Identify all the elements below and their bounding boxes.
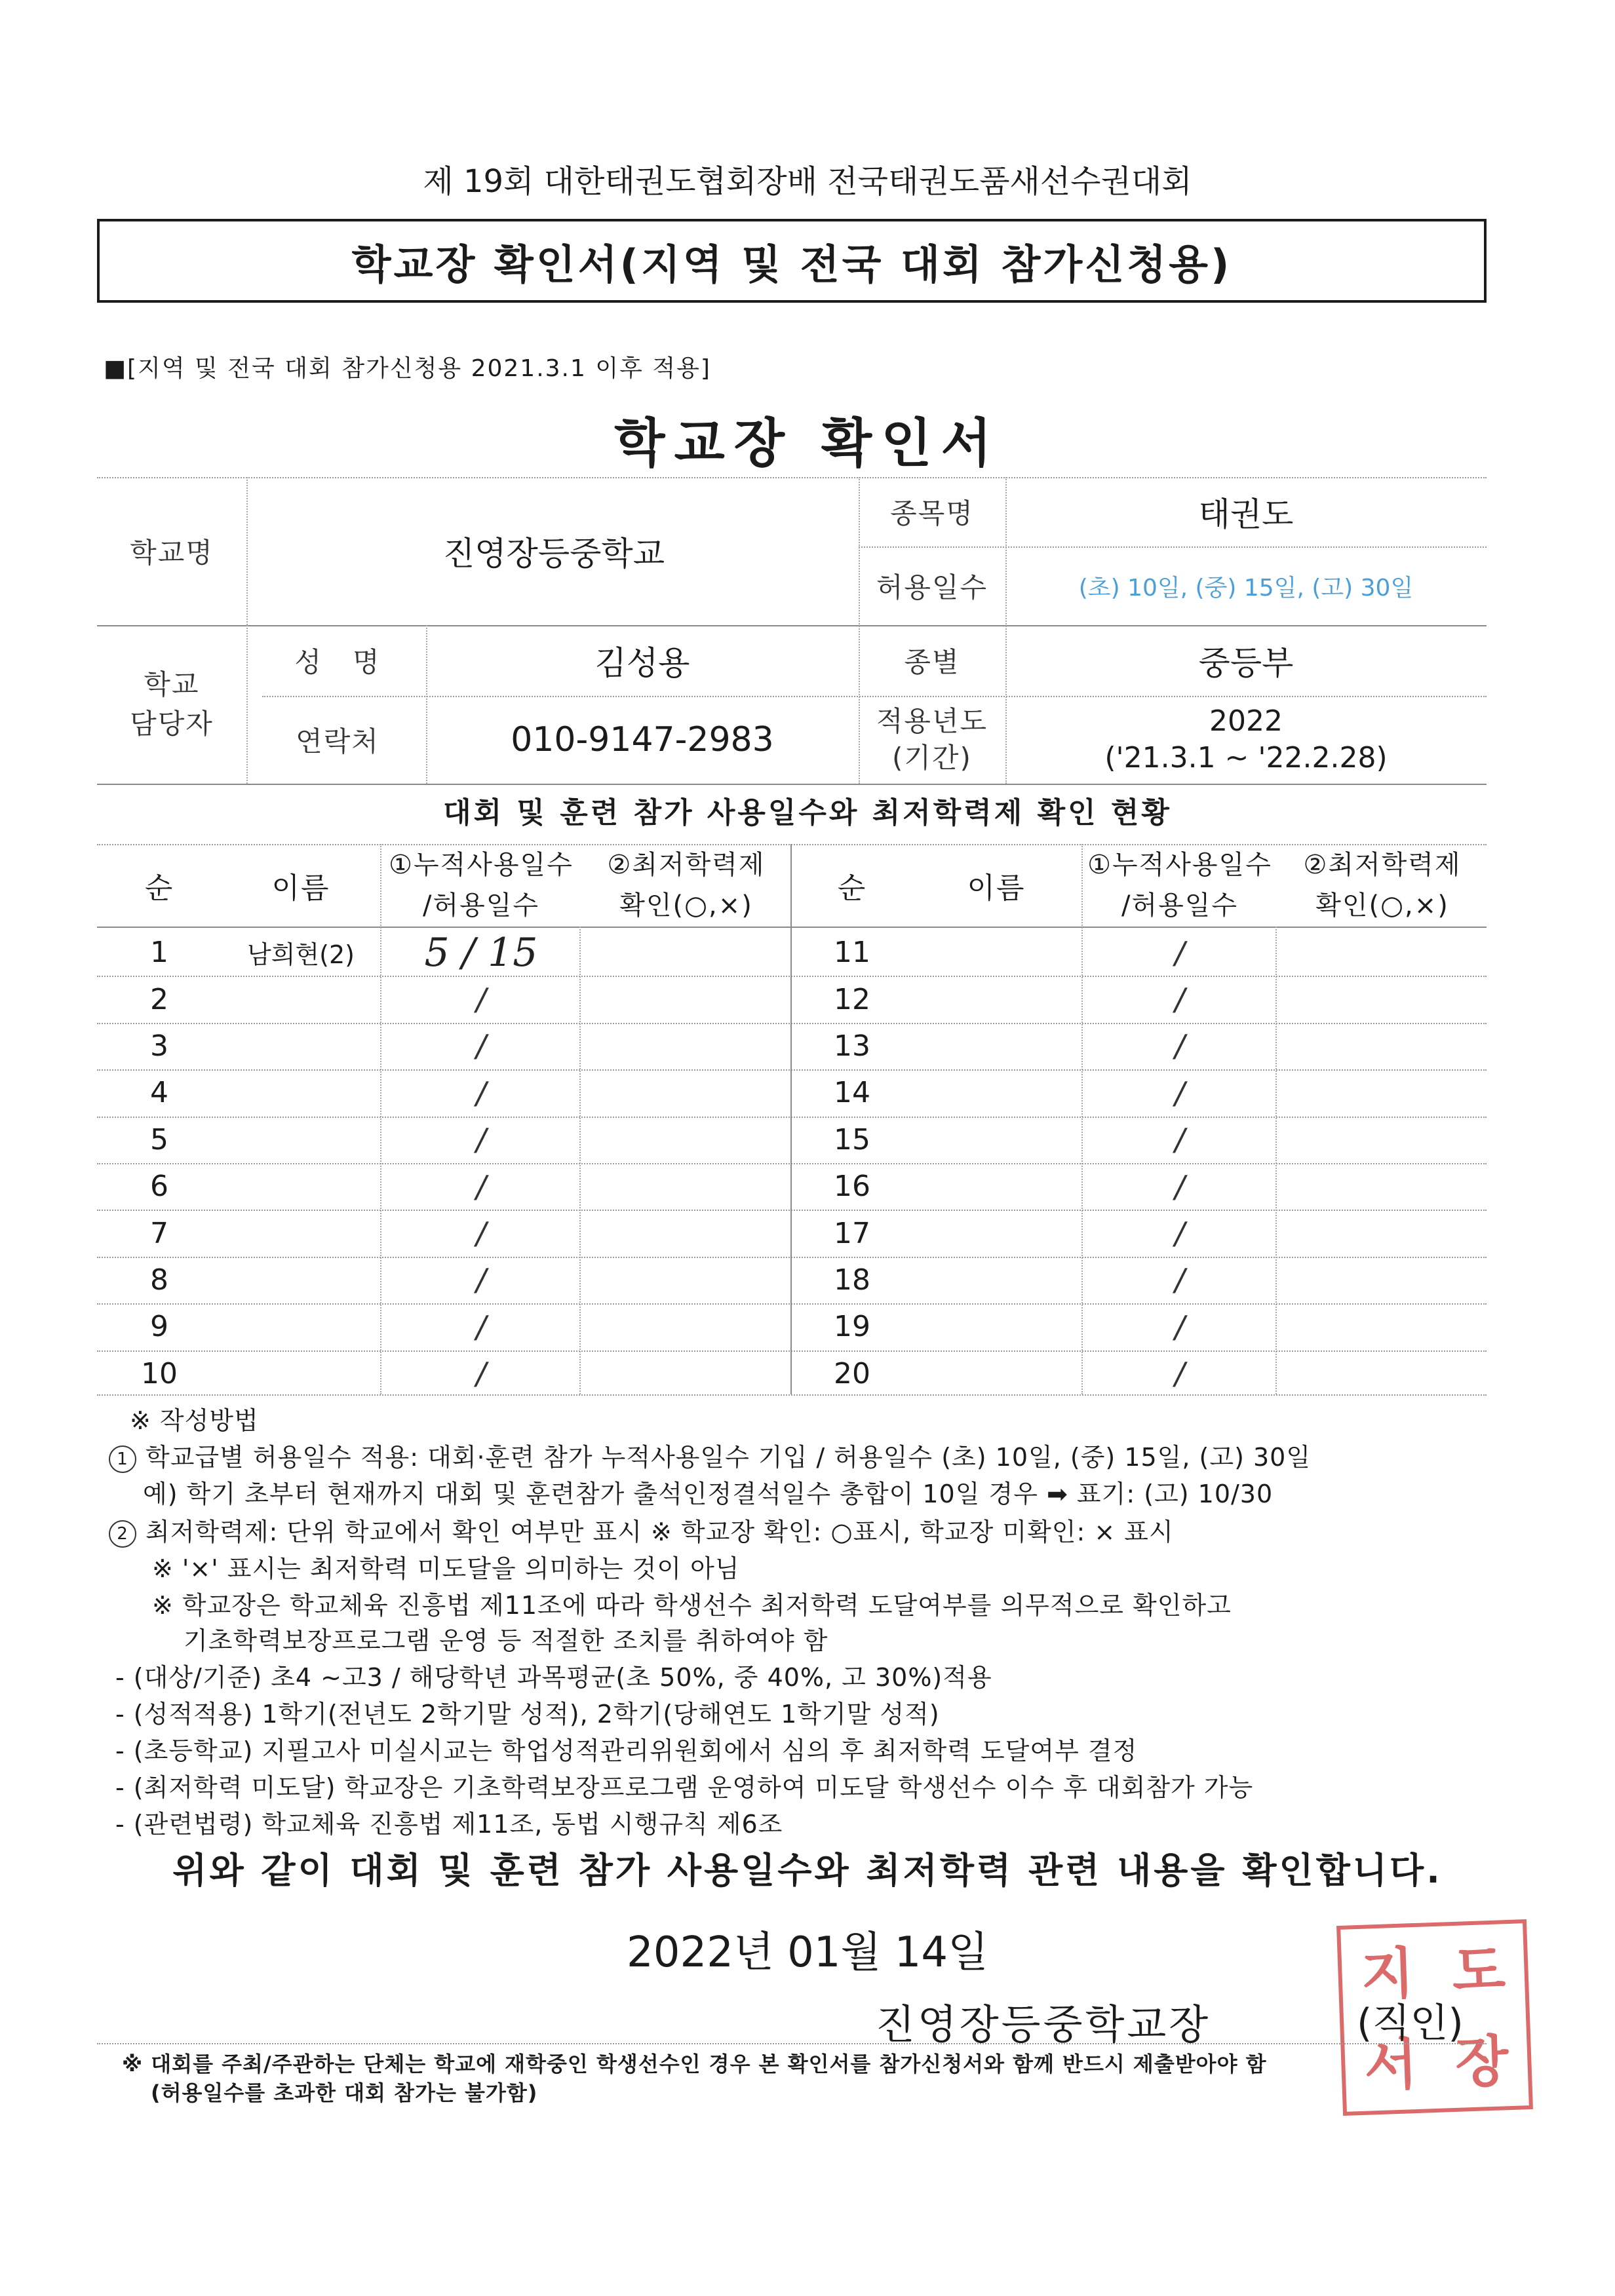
row-days-cell: /: [1175, 1309, 1185, 1345]
col-check-right: ②최저학력제 확인(○,×): [1303, 850, 1462, 921]
note-item-1-example: 예) 학기 초부터 현재까지 대회 및 훈련참가 출석인정결석일수 총합이 10일 경우 ➡ 표기: (고) 10/30: [143, 1480, 1274, 1508]
row-days-cell: /: [1175, 1356, 1185, 1392]
row-days-cell: /: [476, 1215, 486, 1252]
row-no-cell: 15: [834, 1122, 870, 1157]
school-value: 진영장등중학교: [442, 535, 665, 573]
row-days-cell: /: [476, 982, 486, 1018]
row-no-cell: 8: [150, 1263, 168, 1297]
row-check-cell: [1278, 1163, 1487, 1210]
row-name-cell: [911, 1117, 1081, 1163]
row-days-cell: /: [1175, 1215, 1185, 1252]
footer-note: [122, 2050, 1267, 2107]
footer-note-1: ※ 대회를 주최/주관하는 단체는 학교에 재학중인 학생선수인 경우 본 확인서를 참가신청서와 함께 반드시 제출받아야 함: [122, 2052, 1267, 2076]
principal-name: 진영장등중학교장: [876, 2000, 1211, 2048]
name-value: 김성용: [594, 644, 690, 682]
row-check-cell: [1278, 1257, 1487, 1303]
row-name-cell: [222, 1303, 380, 1350]
row-name-cell: [911, 1257, 1081, 1303]
row-name-cell: [222, 976, 380, 1022]
row-days-cell: /: [1175, 1028, 1185, 1064]
row-no-cell: 12: [834, 982, 870, 1016]
note-item-1: [109, 1439, 1551, 1476]
row-check-cell: [582, 1117, 790, 1163]
row-check-cell: [1278, 1210, 1487, 1256]
row-days-cell: /: [1175, 1168, 1185, 1204]
school-label: 학교명: [130, 537, 214, 569]
row-days-cell: /: [476, 1309, 486, 1345]
row-no-cell: 11: [834, 936, 870, 970]
row-no-cell: 9: [150, 1310, 168, 1344]
row-no-cell: 20: [834, 1356, 870, 1390]
note-sub-2b: 기초학력보장프로그램 운영 등 적절한 조치를 취하여야 함: [184, 1626, 828, 1655]
seal-char: 지: [1359, 1940, 1416, 2007]
seal-char: 서: [1363, 2031, 1419, 2098]
row-days-cell: /: [476, 1356, 486, 1392]
col-name-right: 이름: [967, 871, 1026, 905]
row-check-cell: [1278, 1117, 1487, 1163]
row-days-cell: /: [1175, 1122, 1185, 1158]
row-days-cell: /: [476, 1028, 486, 1064]
row-check-cell: [582, 1303, 790, 1350]
row-no-cell: 17: [834, 1216, 870, 1250]
row-name-cell: [222, 1117, 380, 1163]
contact-label: 연락처: [296, 725, 379, 757]
row-check-cell: [582, 1023, 790, 1069]
manager-label: 학교 담당자: [130, 668, 214, 740]
row-no-cell: 2: [150, 982, 168, 1016]
row-name-cell: [222, 1210, 380, 1256]
row-check-cell: [582, 1257, 790, 1303]
row-no-cell: 6: [150, 1170, 168, 1204]
row-name-cell: [911, 1350, 1081, 1397]
row-check-cell: [582, 976, 790, 1022]
allowed-days-label: 허용일수: [876, 571, 988, 603]
row-name-cell: [911, 1210, 1081, 1256]
note-sub-1: ※ '×' 표시는 최저학력 미도달을 의미하는 것이 아님: [152, 1554, 740, 1583]
confirmation-text: 위와 같이 대회 및 훈련 참가 사용일수와 최저학력 관련 내용을 확인합니다.: [172, 1850, 1443, 1891]
row-name-cell: [911, 929, 1081, 976]
row-no-cell: 14: [834, 1076, 870, 1110]
row-no-cell: 10: [141, 1356, 178, 1390]
footer-note-2: (허용일수를 초과한 대회 참가는 불가함): [151, 2080, 538, 2105]
col-no-right: 순: [837, 871, 867, 905]
sport-label: 종목명: [890, 497, 974, 529]
row-name-cell: [222, 1257, 380, 1303]
event-title: 제 19회 대한태권도협회장배 전국태권도품새선수권대회: [423, 163, 1192, 200]
row-check-cell: [1278, 1069, 1487, 1116]
row-check-cell: [582, 1210, 790, 1256]
col-check-left: ②최저학력제 확인(○,×): [607, 850, 766, 921]
confirmation-date: 2022년 01월 14일: [627, 1928, 988, 1977]
main-title: 학교장 확인서: [614, 413, 1001, 474]
row-check-cell: [582, 1069, 790, 1116]
division-value: 중등부: [1198, 644, 1294, 682]
row-name-cell: [222, 1163, 380, 1210]
year-value: 2022 ('21.3.1 ~ '22.2.28): [1104, 704, 1388, 775]
seal-label: (직인): [1357, 2000, 1464, 2046]
row-check-cell: [582, 1350, 790, 1397]
note-item-2: [109, 1514, 1551, 1550]
col-no-left: 순: [144, 871, 174, 905]
contact-value: 010-9147-2983: [511, 720, 774, 759]
row-name-cell: [911, 1303, 1081, 1350]
circled-number: 1: [109, 1445, 136, 1473]
row-days-cell: 5 / 15: [424, 929, 538, 976]
col-name-left: 이름: [271, 871, 330, 905]
row-no-cell: 13: [834, 1029, 870, 1063]
col-days-left: ①누적사용일수 /허용일수: [389, 850, 574, 921]
row-name-cell: [222, 1069, 380, 1116]
form-title: 학교장 확인서(지역 및 전국 대회 참가신청용): [97, 219, 1487, 303]
row-no-cell: 18: [834, 1263, 870, 1297]
row-no-cell: 19: [834, 1310, 870, 1344]
row-check-cell: [582, 1163, 790, 1210]
note-item-1-text: 학교급별 허용일수 적용: 대회·훈련 참가 누적사용일수 기입 / 허용일수 (초) 10일, (중) 15일, (고) 30일: [146, 1443, 1312, 1472]
year-label: 적용년도 (기간): [876, 705, 988, 774]
name-label: 성 명: [294, 646, 381, 678]
row-name-cell: [222, 1350, 380, 1397]
row-name-cell: [911, 1069, 1081, 1116]
row-check-cell: [1278, 976, 1487, 1022]
row-days-cell: /: [1175, 1075, 1185, 1111]
row-check-cell: [1278, 1303, 1487, 1350]
note-dash-3: - (초등학교) 지필고사 미실시교는 학업성적관리위원회에서 심의 후 최저학력 도달여부 결정: [115, 1736, 1138, 1765]
row-name-cell: [911, 976, 1081, 1022]
row-days-cell: /: [1175, 1262, 1185, 1298]
col-days-right: ①누적사용일수 /허용일수: [1087, 850, 1272, 921]
seal-char: 도: [1450, 1937, 1507, 2004]
row-check-cell: [1278, 1023, 1487, 1069]
sport-value: 태권도: [1198, 495, 1294, 533]
row-no-cell: 4: [150, 1076, 168, 1110]
row-no-cell: 3: [150, 1029, 168, 1063]
row-days-cell: /: [476, 1075, 486, 1111]
row-days-cell: /: [476, 1262, 486, 1298]
section-title: 대회 및 훈련 참가 사용일수와 최저학력제 확인 현황: [443, 796, 1172, 830]
note-sub-2: ※ 학교장은 학교체육 진흥법 제11조에 따라 학생선수 최저학력 도달여부를 의무적으로 확인하고: [152, 1591, 1232, 1620]
row-name-cell: [911, 1023, 1081, 1069]
note-dash-1: - (대상/기준) 초4 ~고3 / 해당학년 과목평균(초 50%, 중 40%, 고 30%)적용: [115, 1663, 992, 1692]
row-days-cell: /: [476, 1168, 486, 1204]
note-dash-4: - (최저학력 미도달) 학교장은 기초학력보장프로그램 운영하여 미도달 학생선수 이수 후 대회참가 가능: [115, 1773, 1254, 1802]
division-label: 종별: [904, 646, 960, 678]
apply-note: ■[지역 및 전국 대회 참가신청용 2021.3.1 이후 적용]: [104, 355, 711, 382]
row-days-cell: /: [1175, 934, 1185, 970]
note-dash-5: - (관련법령) 학교체육 진흥법 제11조, 동법 시행규칙 제6조: [115, 1810, 783, 1839]
row-no-cell: 5: [150, 1122, 168, 1157]
notes-heading: ※ 작성방법: [130, 1406, 259, 1435]
row-name-cell: [222, 1023, 380, 1069]
row-check-cell: [1278, 929, 1487, 976]
row-check-cell: [1278, 1350, 1487, 1397]
note-dash-2: - (성적적용) 1학기(전년도 2학기말 성적), 2학기(당해연도 1학기말 성적): [115, 1700, 940, 1729]
row-no-cell: 16: [834, 1170, 870, 1204]
row-name-cell: [911, 1163, 1081, 1210]
seal-char: 장: [1454, 2028, 1510, 2095]
row-name-cell: 남희현(2): [247, 940, 355, 970]
row-days-cell: /: [1175, 982, 1185, 1018]
circled-number: 2: [109, 1520, 136, 1548]
row-check-cell: [582, 929, 790, 976]
row-no-cell: 7: [150, 1216, 168, 1250]
note-item-2-text: 최저학력제: 단위 학교에서 확인 여부만 표시 ※ 학교장 확인: ○표시, 학교장 미확인: × 표시: [146, 1518, 1174, 1546]
row-no-cell: 1: [150, 936, 168, 970]
row-days-cell: /: [476, 1122, 486, 1158]
allowed-days-value: (초) 10일, (중) 15일, (고) 30일: [1078, 574, 1414, 602]
